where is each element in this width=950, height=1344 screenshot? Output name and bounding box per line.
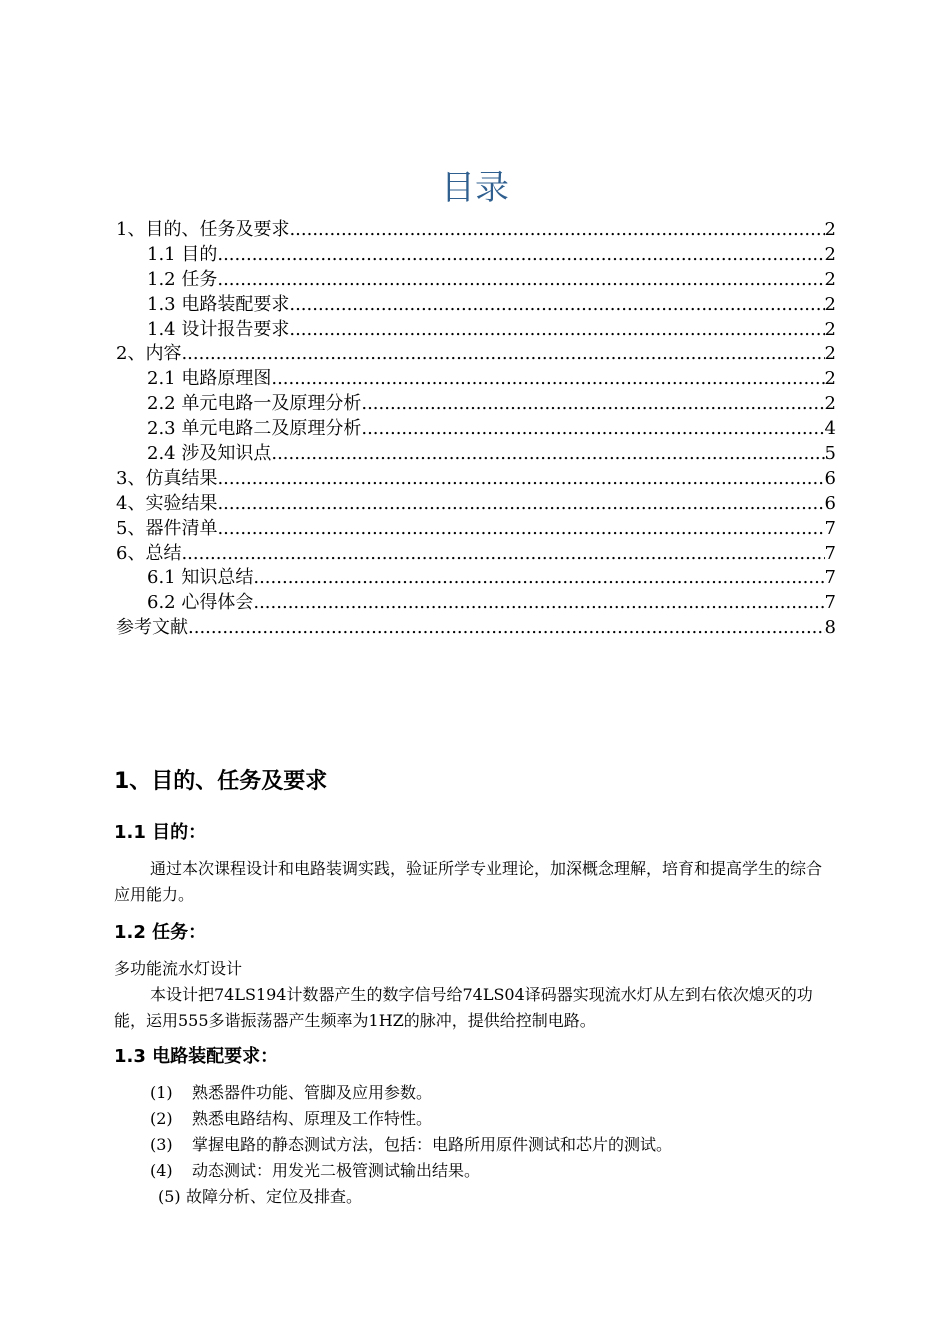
task-paragraph — [114, 982, 830, 1034]
list-item — [150, 1080, 672, 1106]
toc-entry[interactable] — [116, 293, 836, 318]
toc-entry[interactable] — [116, 591, 836, 616]
list-item — [150, 1184, 672, 1210]
toc-leader-dots — [289, 318, 824, 343]
list-item-text: 掌握电路的静态测试方法，包括：电路所用原件测试和芯片的测试。 — [192, 1135, 673, 1154]
toc-entry-page: 2 — [824, 219, 836, 240]
toc-entry-page: 8 — [824, 617, 836, 639]
toc-entry-page: 2 — [824, 393, 836, 415]
toc-entry[interactable] — [116, 616, 836, 641]
toc-entry-label: 2、内容 — [116, 343, 182, 365]
toc-entry-label: 2.2 单元电路一及原理分析 — [147, 393, 362, 415]
subsection-heading-task: 1.2 任务： — [114, 922, 207, 943]
list-item-number: (4) — [150, 1161, 173, 1180]
toc-entry-label: 3、仿真结果 — [116, 467, 218, 489]
toc-leader-dots — [181, 342, 824, 367]
toc-entry[interactable] — [116, 467, 836, 492]
toc-entry-label: 1.2 任务 — [147, 268, 218, 290]
toc-entry[interactable] — [116, 243, 836, 268]
toc-entry-label: 2.4 涉及知识点 — [147, 443, 272, 465]
toc-entry-label: 6.2 心得体会 — [147, 592, 254, 614]
toc-entry[interactable] — [116, 392, 836, 417]
toc-leader-dots — [253, 566, 824, 591]
toc-entry-label: 4、实验结果 — [116, 492, 218, 514]
toc-entry-page: 7 — [824, 542, 836, 564]
toc-entry[interactable] — [116, 318, 836, 343]
list-item-number: (2) — [150, 1109, 173, 1128]
toc-entry[interactable] — [116, 566, 836, 591]
toc-entry-page: 2 — [824, 293, 836, 315]
toc-entry-page: 2 — [824, 243, 836, 265]
toc-entry[interactable] — [116, 367, 836, 392]
toc-leader-dots — [181, 542, 824, 567]
toc-entry[interactable] — [116, 492, 836, 517]
toc-entry-page: 7 — [824, 592, 836, 614]
toc-entry-page: 5 — [824, 443, 836, 465]
list-item-text: 熟悉器件功能、管脚及应用参数。 — [192, 1083, 433, 1102]
toc-entry-page: 4 — [824, 418, 836, 440]
toc-entry-page: 2 — [824, 343, 836, 365]
toc-entry-label: 2.1 电路原理图 — [147, 368, 272, 390]
toc-entry[interactable] — [116, 417, 836, 442]
toc-leader-dots — [217, 492, 824, 517]
toc-entry-label: 5、器件清单 — [116, 517, 218, 539]
list-item-number: (1) — [150, 1083, 173, 1102]
toc-leader-dots — [361, 392, 824, 417]
toc-entry[interactable] — [116, 517, 836, 542]
toc-leader-dots — [271, 367, 824, 392]
toc-entry-label: 1、目的、任务及要求 — [116, 219, 290, 240]
toc-leader-dots — [253, 591, 824, 616]
toc-entry-label: 6、总结 — [116, 542, 182, 564]
toc-leader-dots — [188, 616, 825, 641]
toc-entry-label: 1.4 设计报告要求 — [147, 318, 290, 340]
toc-title: 目录 — [441, 168, 509, 208]
toc-leader-dots — [217, 268, 824, 293]
toc-entry[interactable] — [116, 218, 836, 243]
toc-entry[interactable] — [116, 268, 836, 293]
list-item-text: 熟悉电路结构、原理及工作特性。 — [192, 1109, 433, 1128]
list-item-number: (3) — [150, 1135, 173, 1154]
toc-entry-label: 2.3 单元电路二及原理分析 — [147, 418, 362, 440]
toc-entry-label: 1.1 目的 — [147, 243, 218, 265]
table-of-contents — [116, 218, 836, 641]
toc-leader-dots — [217, 243, 824, 268]
toc-leader-dots — [217, 517, 824, 542]
list-item — [150, 1132, 672, 1158]
toc-leader-dots — [217, 467, 824, 492]
toc-leader-dots — [289, 293, 824, 318]
purpose-paragraph — [114, 856, 830, 908]
toc-entry-label: 参考文献 — [116, 617, 188, 639]
toc-entry-page: 2 — [824, 318, 836, 340]
list-item-number: (5) — [158, 1187, 181, 1206]
toc-entry-page: 7 — [824, 567, 836, 589]
toc-leader-dots — [271, 442, 824, 467]
list-item — [150, 1106, 672, 1132]
toc-entry-page: 2 — [824, 268, 836, 290]
purpose-text: 通过本次课程设计和电路装调实践，验证所学专业理论，加深概念理解，培育和提高学生的综合应用能力。 — [114, 859, 823, 904]
assembly-requirements-list — [150, 1080, 672, 1210]
section-heading: 1、目的、任务及要求 — [114, 769, 328, 794]
list-item-text: 动态测试：用发光二极管测试输出结果。 — [192, 1161, 481, 1180]
toc-entry[interactable] — [116, 442, 836, 467]
toc-entry-page: 2 — [824, 368, 836, 390]
task-text: 本设计把74LS194计数器产生的数字信号给74LS04译码器实现流水灯从左到右依次熄灭的功能，运用555多谐振荡器产生频率为1HZ的脉冲，提供给控制电路。 — [114, 985, 813, 1030]
subsection-heading-assembly: 1.3 电路装配要求： — [114, 1046, 279, 1067]
toc-leader-dots — [289, 218, 824, 243]
toc-entry[interactable] — [116, 542, 836, 567]
list-item-text: 故障分析、定位及排查。 — [186, 1187, 363, 1206]
toc-entry[interactable] — [116, 342, 836, 367]
toc-entry-page: 7 — [824, 517, 836, 539]
toc-entry-label: 1.3 电路装配要求 — [147, 293, 290, 315]
toc-entry-page: 6 — [824, 467, 836, 489]
toc-entry-label: 6.1 知识总结 — [147, 567, 254, 589]
task-subtitle: 多功能流水灯设计 — [114, 959, 243, 978]
subsection-heading-purpose: 1.1 目的： — [114, 822, 207, 843]
toc-entry-page: 6 — [824, 492, 836, 514]
toc-leader-dots — [361, 417, 824, 442]
list-item — [150, 1158, 672, 1184]
